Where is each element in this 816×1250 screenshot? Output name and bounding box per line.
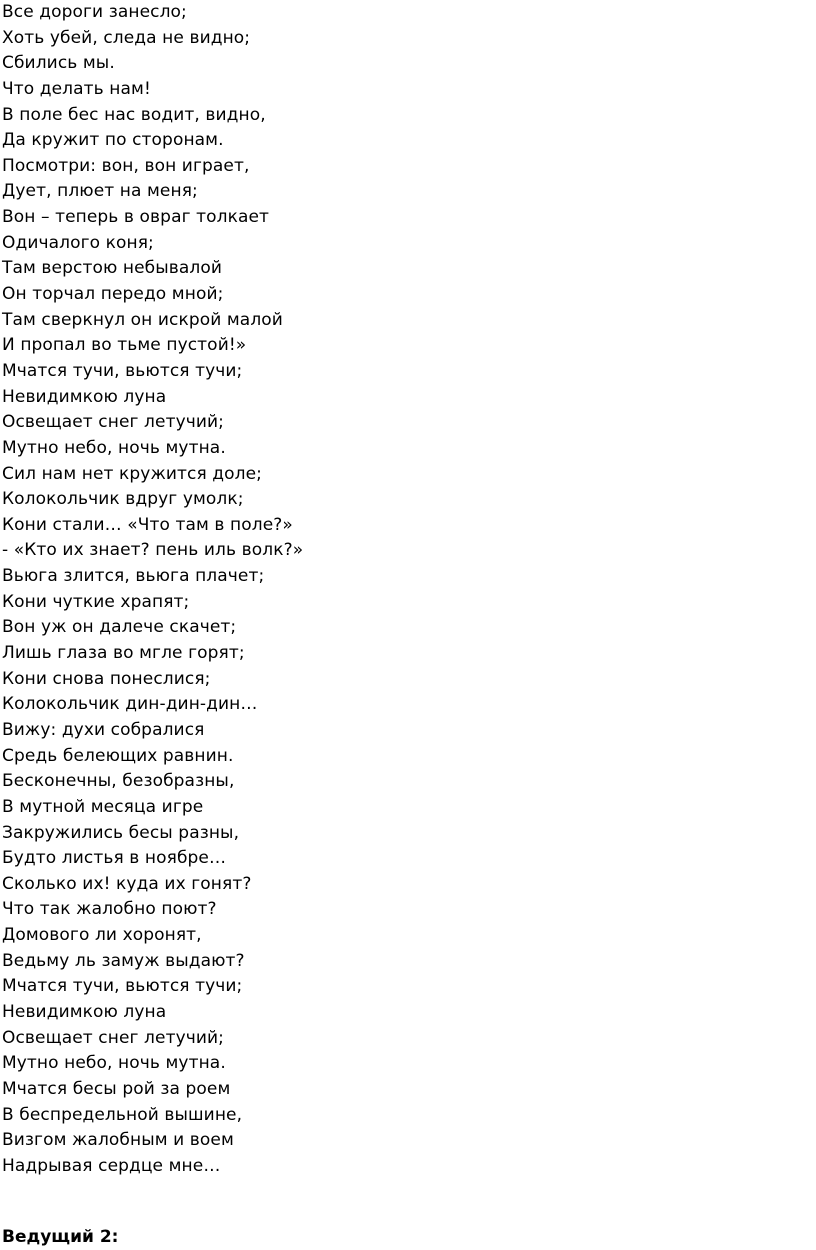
poem-line: И пропал во тьме пустой!» [2, 335, 247, 356]
poem-line: Одичалого коня; [2, 232, 154, 253]
poem-line: Все дороги занесло; [2, 2, 187, 22]
poem-line: Невидимкою луна [2, 386, 167, 407]
poem-line: Мутно небо, ночь мутна. [2, 1053, 226, 1074]
poem-line: Что так жалобно поют? [2, 899, 217, 920]
poem-line: Бесконечны, безобразны, [2, 771, 235, 792]
poem-line: В поле бес нас водит, видно, [2, 104, 266, 125]
poem-line: Колокольчик вдруг умолк; [2, 489, 244, 510]
poem-line: Сколько их! куда их гонят? [2, 873, 252, 894]
poem-line: Мутно небо, ночь мутна. [2, 437, 226, 458]
poem-line: Он торчал передо мной; [2, 284, 224, 305]
poem-line: В беспредельной вышине, [2, 1104, 243, 1125]
poem-line: Будто листья в ноябре… [2, 848, 227, 869]
poem-line: Вон – теперь в овраг толкает [2, 207, 270, 228]
poem-line: Кони чуткие храпят; [2, 591, 190, 612]
poem-line: Сбились мы. [2, 53, 115, 74]
poem-line: Там верстою небывалой [2, 258, 222, 279]
poem-line: Мчатся бесы рой за роем [2, 1078, 231, 1099]
poem-line: Да кружит по сторонам. [2, 130, 224, 151]
poem-line: Посмотри: вон, вон играет, [2, 155, 250, 176]
poem-line: Там сверкнул он искрой малой [2, 309, 283, 330]
poem-line: Вон уж он далече скачет; [2, 617, 237, 638]
poem-line: Мчатся тучи, вьются тучи; [2, 360, 243, 381]
poem-line: Сил нам нет кружится доле; [2, 463, 262, 484]
poem-line: В мутной месяца игре [2, 796, 204, 817]
poem-line: Кони стали… «Что там в поле?» [2, 514, 293, 535]
poem-text [2, 0, 303, 1179]
poem-line: Домового ли хоронят, [2, 925, 202, 946]
poem-line: Хоть убей, следа не видно; [2, 27, 251, 48]
poem-line: Вьюга злится, вьюга плачет; [2, 566, 265, 587]
poem-line: Вижу: духи собралися [2, 719, 205, 740]
poem-line: Мчатся тучи, вьются тучи; [2, 976, 243, 997]
poem-line: Средь белеющих равнин. [2, 745, 234, 766]
poem-line: Невидимкою луна [2, 1001, 167, 1022]
poem-line: Надрывая сердце мне… [2, 1155, 221, 1176]
poem-line: Колокольчик дин-дин-дин… [2, 694, 258, 715]
poem-line: Дует, плюет на меня; [2, 181, 198, 202]
poem-line: Визгом жалобным и воем [2, 1130, 234, 1151]
poem-line: Освещает снег летучий; [2, 412, 225, 433]
poem-line: - «Кто их знает? пень иль волк?» [2, 540, 304, 561]
poem-line: Кони снова понеслися; [2, 668, 211, 689]
poem-line: Лишь глаза во мгле горят; [2, 643, 245, 664]
speaker-label: Ведущий 2: [2, 1227, 119, 1247]
poem-line: Закружились бесы разны, [2, 822, 240, 843]
poem-line: Что делать нам! [2, 78, 151, 99]
poem-line: Освещает снег летучий; [2, 1027, 225, 1048]
poem-line: Ведьму ль замуж выдают? [2, 950, 245, 971]
